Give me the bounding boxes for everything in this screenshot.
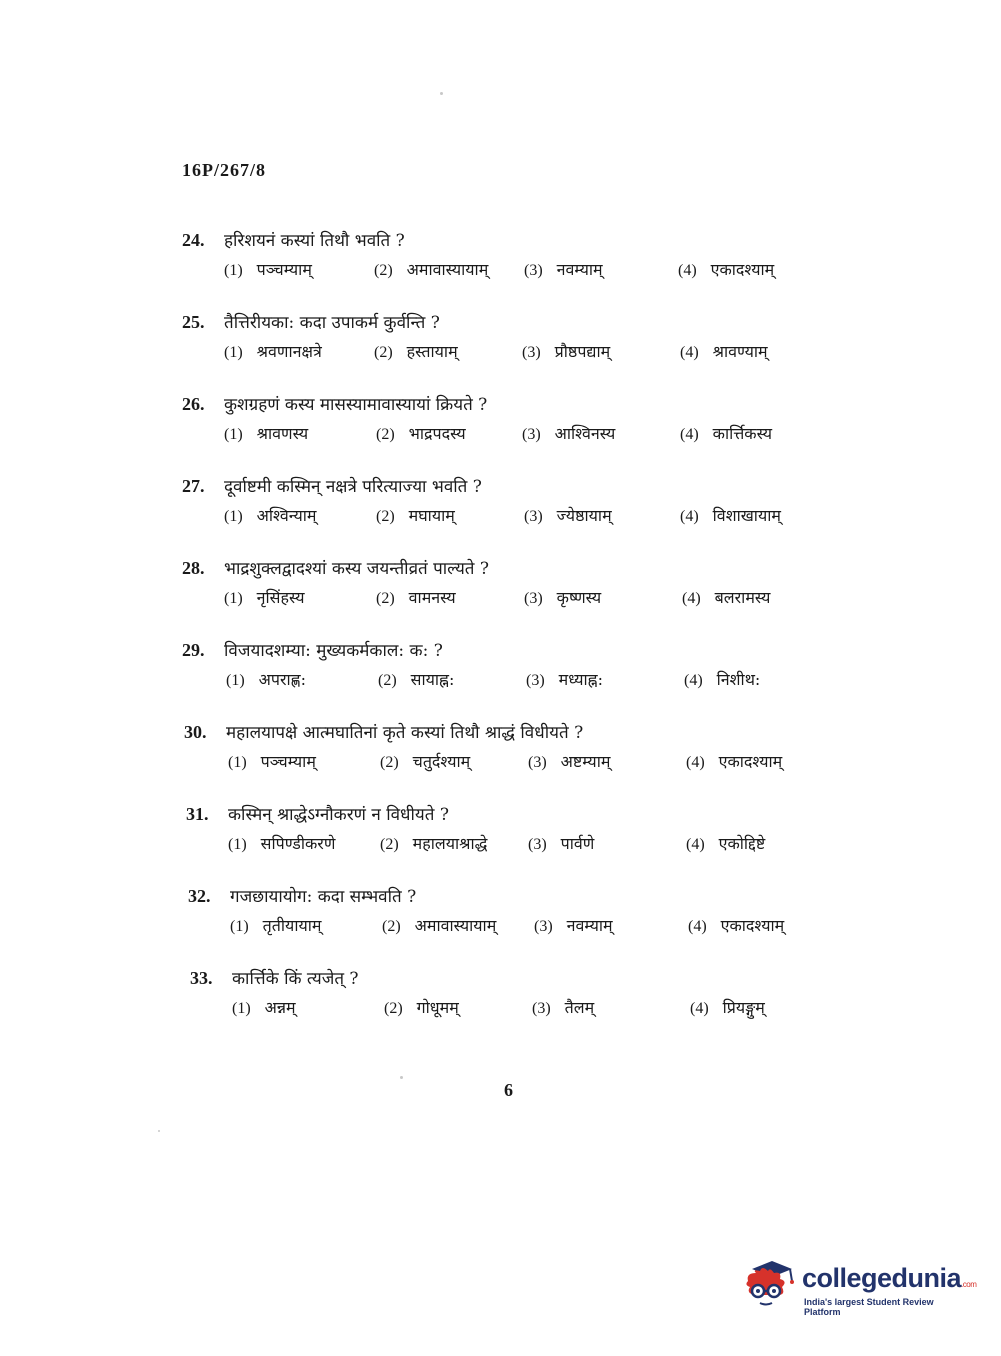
question-text: कस्मिन् श्राद्धेऽग्नौकरणं न विधीयते ?: [228, 805, 449, 825]
option-1: (1) श्रवणानक्षत्रे: [224, 342, 322, 361]
option-4: (4) कार्त्तिकस्य: [680, 424, 773, 443]
question-text: हरिशयनं कस्यां तिथौ भवति ?: [224, 231, 405, 251]
question-25: [182, 310, 822, 368]
option-3: (3) नवम्याम्: [534, 916, 613, 935]
student-mascot-icon: [742, 1255, 798, 1311]
option-3: (3) आश्विनस्य: [522, 424, 616, 443]
option-3: (3) तैलम्: [532, 998, 595, 1017]
option-2: (2) महालयाश्राद्धे: [380, 834, 488, 853]
option-4: (4) एकोद्दिष्टे: [686, 834, 766, 853]
option-2: (2) मघायाम्: [376, 506, 455, 525]
option-2: (2) गोधूमम्: [384, 998, 459, 1017]
option-3: (3) मध्याह्न:: [526, 670, 604, 689]
question-number: 29.: [182, 640, 205, 660]
question-31: [186, 802, 826, 860]
option-3: (3) कृष्णस्य: [524, 588, 602, 607]
option-2: (2) अमावास्यायाम्: [382, 916, 497, 935]
option-4: (4) एकादश्याम्: [686, 752, 783, 771]
question-number: 32.: [188, 886, 211, 906]
option-2: (2) भाद्रपदस्य: [376, 424, 466, 443]
option-2: (2) चतुर्दश्याम्: [380, 752, 471, 771]
question-number: 30.: [184, 722, 207, 742]
option-2: (2) सायाह्न:: [378, 670, 455, 689]
question-text: दूर्वाष्टमी कस्मिन् नक्षत्रे परित्याज्या भवति ?: [224, 477, 482, 497]
question-28: [182, 556, 822, 614]
question-24: [182, 228, 822, 286]
question-number: 33.: [190, 968, 213, 988]
question-text: भाद्रशुक्लद्वादश्यां कस्य जयन्तीव्रतं पाल्यते ?: [224, 559, 490, 579]
page-number: 6: [504, 1080, 513, 1100]
option-3: (3) अष्टम्याम्: [528, 752, 611, 771]
question-number: 28.: [182, 558, 205, 578]
option-1: (1) पञ्चम्याम्: [224, 260, 312, 279]
question-text: कुशग्रहणं कस्य मासस्यामावास्यायां क्रियते ?: [224, 395, 488, 415]
paper-code: 16P/267/8: [182, 160, 266, 180]
question-number: 24.: [182, 230, 205, 250]
option-4: (4) निशीथ:: [684, 670, 761, 689]
option-4: (4) एकादश्याम्: [688, 916, 785, 935]
option-1: (1) नृसिंहस्य: [224, 588, 305, 607]
option-4: (4) बलरामस्य: [682, 588, 771, 607]
question-number: 31.: [186, 804, 209, 824]
option-1: (1) अपराह्ण:: [226, 670, 307, 689]
option-1: (1) सपिण्डीकरणे: [228, 834, 336, 853]
brand-tagline: India's largest Student Review Platform: [804, 1297, 934, 1317]
option-2: (2) अमावास्यायाम्: [374, 260, 489, 279]
question-number: 25.: [182, 312, 205, 332]
question-26: [182, 392, 822, 450]
question-29: [182, 638, 822, 696]
option-3: (3) प्रौष्ठपद्याम्: [522, 342, 611, 361]
option-2: (2) वामनस्य: [376, 588, 456, 607]
option-4: (4) विशाखायाम्: [680, 506, 781, 525]
option-4: (4) एकादश्याम्: [678, 260, 775, 279]
question-30: [184, 720, 824, 778]
brand-domain-suffix: .com: [961, 1280, 977, 1289]
scan-speck: [400, 1076, 403, 1079]
option-3: (3) नवम्याम्: [524, 260, 603, 279]
brand-name: collegedunia.com: [802, 1263, 977, 1293]
option-1: (1) अन्नम्: [232, 998, 296, 1017]
question-text: तैत्तिरीयका: कदा उपाकर्म कुर्वन्ति ?: [224, 313, 440, 333]
option-3: (3) ज्येष्ठायाम्: [524, 506, 612, 525]
option-3: (3) पार्वणे: [528, 834, 595, 853]
collegedunia-logo: [742, 1255, 977, 1317]
option-4: (4) प्रियङ्गुम्: [690, 998, 765, 1017]
scan-speck: [440, 92, 443, 95]
question-text: विजयादशम्या: मुख्यकर्मकाल: क: ?: [224, 641, 443, 661]
option-2: (2) हस्तायाम्: [374, 342, 458, 361]
option-4: (4) श्रावण्याम्: [680, 342, 768, 361]
scan-speck: [158, 1130, 160, 1132]
question-number: 26.: [182, 394, 205, 414]
question-text: गजछायायोग: कदा सम्भवति ?: [230, 887, 417, 907]
option-1: (1) श्रावणस्य: [224, 424, 309, 443]
question-32: [188, 884, 828, 942]
question-33: [190, 966, 830, 1024]
question-text: कार्त्तिके किं त्यजेत् ?: [232, 969, 359, 989]
question-27: [182, 474, 822, 532]
question-number: 27.: [182, 476, 205, 496]
option-1: (1) पञ्चम्याम्: [228, 752, 316, 771]
option-1: (1) अश्विन्याम्: [224, 506, 317, 525]
question-text: महालयापक्षे आत्मघातिनां कृते कस्यां तिथौ श्राद्धं विधीयते ?: [226, 723, 584, 743]
option-1: (1) तृतीयायाम्: [230, 916, 322, 935]
